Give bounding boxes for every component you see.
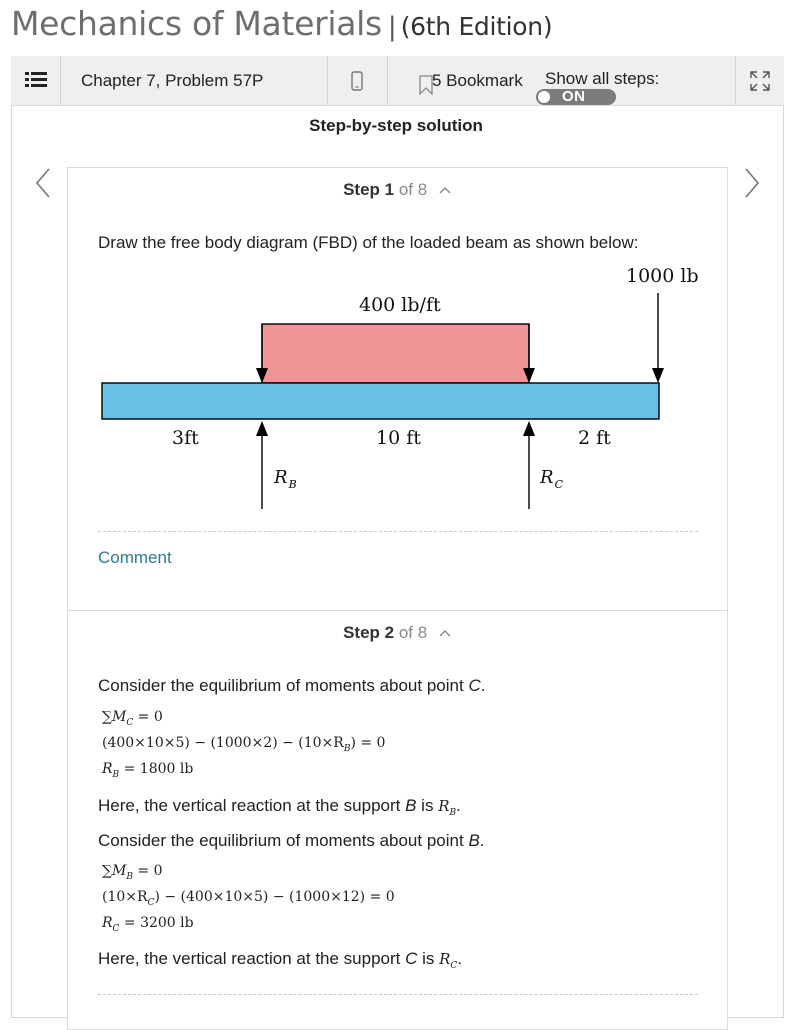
equation-rc-result: $R_C = 3200$ lb: [102, 915, 194, 934]
reaction-c-arrow: [523, 421, 535, 509]
solution-title: Step-by-step solution: [309, 116, 483, 135]
step-2-card: [67, 610, 728, 1030]
span-mid-label: 10 ft: [376, 427, 421, 449]
point-load-label: 1000 lb: [626, 265, 699, 287]
bookmark-label: 5 Bookmark: [432, 71, 523, 90]
next-step-button[interactable]: [740, 166, 764, 200]
toggle-knob: [538, 91, 550, 103]
bookmark-button[interactable]: [388, 56, 532, 105]
book-title-bar: [11, 4, 552, 46]
equation-moment-b: $\sum M_B = 0$: [102, 863, 163, 882]
step-1-card: [67, 167, 728, 611]
show-all-steps-toggle[interactable]: [536, 89, 616, 105]
step-1-comment-link[interactable]: Comment: [98, 548, 172, 567]
step-2-of: of 8: [398, 623, 428, 642]
chevron-left-icon: [31, 166, 55, 200]
equation-moment-b-expanded: $(10\times R_C) - (400\times 10\times 5) - (1000\times 12) = 0$: [102, 889, 395, 908]
book-title: Mechanics of Materials: [11, 4, 382, 43]
expand-icon: [749, 70, 771, 92]
expand-button[interactable]: [736, 56, 784, 105]
step-1-header[interactable]: [68, 180, 727, 200]
span-right-label: 2 ft: [578, 427, 611, 449]
chevron-up-icon: [438, 628, 452, 638]
reaction-b-label: $R_B$: [274, 467, 297, 491]
list-icon: [25, 71, 47, 89]
equation-moment-c-expanded: $(400\times 10\times 5) - (1000\times 2) - (10\times R_B) = 0$: [102, 735, 386, 754]
equation-rb-result: $R_B = 1800$ lb: [102, 761, 194, 780]
show-all-steps-label: Show all steps:: [545, 69, 660, 88]
span-left-label: 3ft: [172, 427, 199, 449]
step-1-divider: [98, 531, 698, 532]
step-2-paragraph-4: Here, the vertical reaction at the support C is $R_C$.: [98, 949, 463, 971]
step-2-label: Step 2: [343, 623, 395, 642]
chapter-problem-label: Chapter 7, Problem 57P: [61, 56, 328, 105]
mobile-view-button[interactable]: [328, 56, 388, 105]
step-2-header[interactable]: [68, 623, 727, 643]
beam: [102, 383, 659, 419]
bookmark-icon: [419, 75, 433, 95]
prev-step-button[interactable]: [31, 166, 55, 200]
toggle-state: ON: [562, 88, 586, 105]
book-edition: (6th Edition): [400, 12, 553, 41]
step-1-of: of 8: [398, 180, 428, 199]
reaction-c-label: $R_C$: [540, 467, 563, 491]
mobile-icon: [351, 71, 363, 91]
toolbar: [11, 56, 784, 106]
menu-button[interactable]: [11, 56, 61, 105]
point-load-arrow: [652, 293, 664, 383]
reaction-b-arrow: [256, 421, 268, 509]
step-1-intro: Draw the free body diagram (FBD) of the loaded beam as shown below:: [98, 233, 639, 252]
step-2-paragraph-1: Consider the equilibrium of moments about point C.: [98, 676, 486, 695]
step-2-paragraph-2: Here, the vertical reaction at the support B is $R_B$.: [98, 796, 461, 818]
equation-moment-c: $\sum M_C = 0$: [102, 709, 163, 728]
distributed-load-label: 400 lb/ft: [359, 294, 441, 316]
step-2-divider: [98, 994, 698, 995]
show-all-steps: [532, 56, 736, 105]
chevron-right-icon: [740, 166, 764, 200]
step-1-label: Step 1: [343, 180, 395, 199]
step-2-paragraph-3: Consider the equilibrium of moments about point B.: [98, 831, 485, 850]
distributed-load-block: [262, 324, 529, 383]
chevron-up-icon: [438, 185, 452, 195]
title-separator: |: [387, 12, 397, 42]
